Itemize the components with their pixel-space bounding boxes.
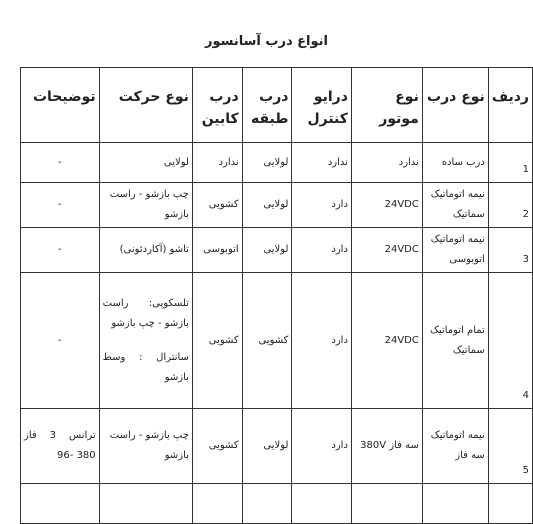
cell-cabin-door: کشویی <box>192 273 242 409</box>
cell-empty <box>21 484 100 524</box>
cell-drive: دارد <box>292 228 351 273</box>
cell-empty <box>242 484 292 524</box>
cell-empty <box>192 484 242 524</box>
header-motor-type: نوع موتور <box>351 68 422 143</box>
cell-door-type: نیمه اتوماتیک سه فاز <box>422 409 488 484</box>
cell-door-type: تمام اتوماتیک سماتیک <box>422 273 488 409</box>
movement-line: چپ بازشو - راست بازشو <box>109 430 189 461</box>
cell-empty <box>351 484 422 524</box>
table-row <box>21 143 533 183</box>
header-notes: توضیحات <box>21 68 100 143</box>
movement-line: لولایی <box>163 156 189 168</box>
cell-radif: 2 <box>488 183 532 228</box>
header-radif: ردیف <box>488 68 532 143</box>
cell-notes: - <box>21 143 100 183</box>
cell-drive: دارد <box>292 183 351 228</box>
cell-notes: - <box>21 183 100 228</box>
document-title: انواع درب آسانسور <box>205 34 328 49</box>
cell-movement <box>99 409 192 484</box>
movement-line: چپ بازشو - راست بازشو <box>109 189 189 220</box>
cell-empty <box>292 484 351 524</box>
header-cabin-door: درب کابین <box>192 68 242 143</box>
table-row <box>21 228 533 273</box>
cell-cabin-door: کشویی <box>192 409 242 484</box>
line-gap <box>103 334 189 348</box>
cell-notes: ترانس 3 فاز 380 -96 <box>21 409 100 484</box>
cell-cabin-door: ندارد <box>192 143 242 183</box>
cell-cabin-door: اتوبوسی <box>192 228 242 273</box>
cell-motor: 24VDC <box>351 228 422 273</box>
cell-cabin-door: کشویی <box>192 183 242 228</box>
cell-floor-door: لولایی <box>242 183 292 228</box>
cell-motor: 24VDC <box>351 183 422 228</box>
cell-radif: 1 <box>488 143 532 183</box>
cell-floor-door: کشویی <box>242 273 292 409</box>
table-row <box>21 273 533 409</box>
header-drive-control: درایو کنترل <box>292 68 351 143</box>
cell-door-type: نیمه اتوماتیک سماتیک <box>422 183 488 228</box>
header-door-type: نوع درب <box>422 68 488 143</box>
cell-door-type: درب ساده <box>422 143 488 183</box>
cell-door-type: نیمه اتوماتیک اتوبوسی <box>422 228 488 273</box>
cell-floor-door: لولایی <box>242 228 292 273</box>
table-row-partial <box>21 484 533 524</box>
cell-drive: دارد <box>292 273 351 409</box>
cell-drive: ندارد <box>292 143 351 183</box>
cell-movement <box>99 183 192 228</box>
header-movement-type: نوع حرکت <box>99 68 192 143</box>
cell-motor: 24VDC <box>351 273 422 409</box>
cell-floor-door: لولایی <box>242 143 292 183</box>
cell-drive: دارد <box>292 409 351 484</box>
cell-movement <box>99 228 192 273</box>
cell-motor: ندارد <box>351 143 422 183</box>
table-row <box>21 409 533 484</box>
cell-radif: 5 <box>488 409 532 484</box>
cell-notes: - <box>21 228 100 273</box>
header-row <box>21 68 533 143</box>
cell-empty <box>99 484 192 524</box>
header-floor-door: درب طبقه <box>242 68 292 143</box>
cell-empty <box>488 484 532 524</box>
cell-floor-door: لولایی <box>242 409 292 484</box>
movement-line-central: سانترال : وسط بازشو <box>102 351 189 383</box>
elevator-door-types-table <box>20 67 533 524</box>
movement-line-telescopic: تلسکوپی: راست بازشو - چپ بازشو <box>102 297 189 329</box>
movement-line: تاشو (آکاردئونی) <box>119 244 189 255</box>
cell-radif: 3 <box>488 228 532 273</box>
cell-movement <box>99 273 192 409</box>
cell-notes: - <box>21 273 100 409</box>
cell-motor: سه فاز 380V <box>351 409 422 484</box>
cell-radif: 4 <box>488 273 532 409</box>
cell-movement <box>99 143 192 183</box>
table-row <box>21 183 533 228</box>
cell-empty <box>422 484 488 524</box>
